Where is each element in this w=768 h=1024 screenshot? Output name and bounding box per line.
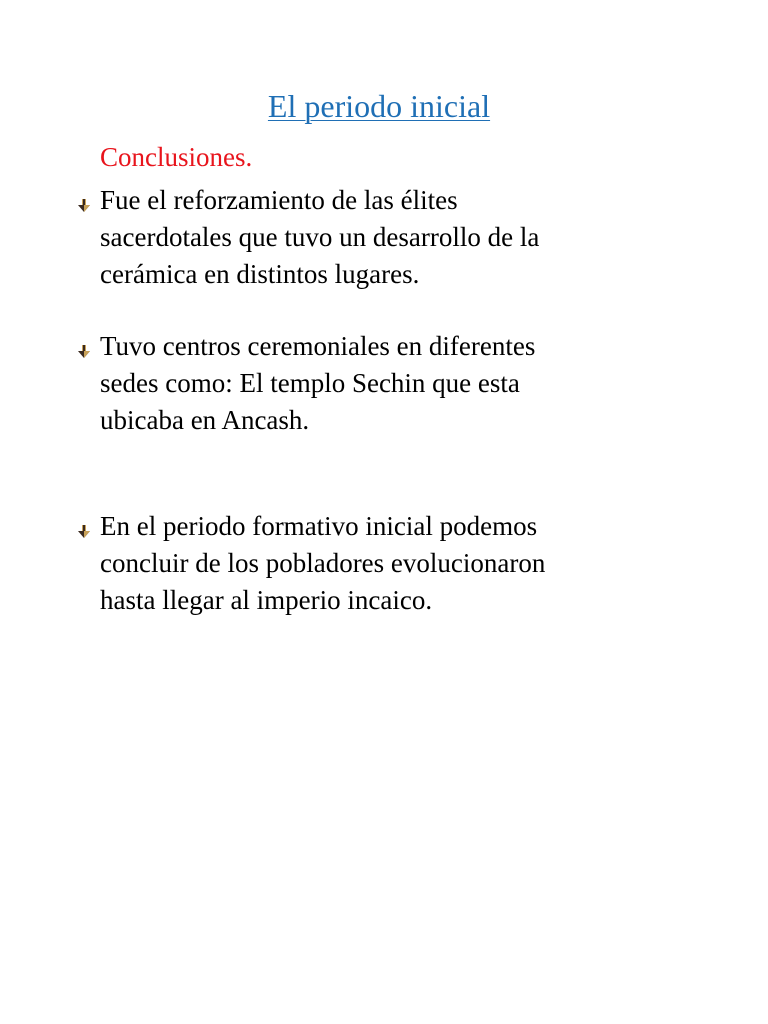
bullet-text: Tuvo centros ceremoniales en diferentes sedes como: El templo Sechin que esta ubicaba en Ancash. <box>100 331 536 435</box>
down-arrow-bullet-icon <box>78 199 90 213</box>
down-arrow-bullet-icon <box>78 525 90 539</box>
down-arrow-bullet-icon <box>78 345 90 359</box>
page-title: El periodo inicial <box>267 88 491 124</box>
section-subtitle: Conclusiones. <box>100 142 253 172</box>
bullet-text: Fue el reforzamiento de las élites sacerdotales que tuvo un desarrollo de la cerámica en distintos lugares. <box>100 185 540 289</box>
bullet-text: En el periodo formativo inicial podemos concluir de los pobladores evolucionaron hasta llegar al imperio incaico. <box>100 511 546 615</box>
